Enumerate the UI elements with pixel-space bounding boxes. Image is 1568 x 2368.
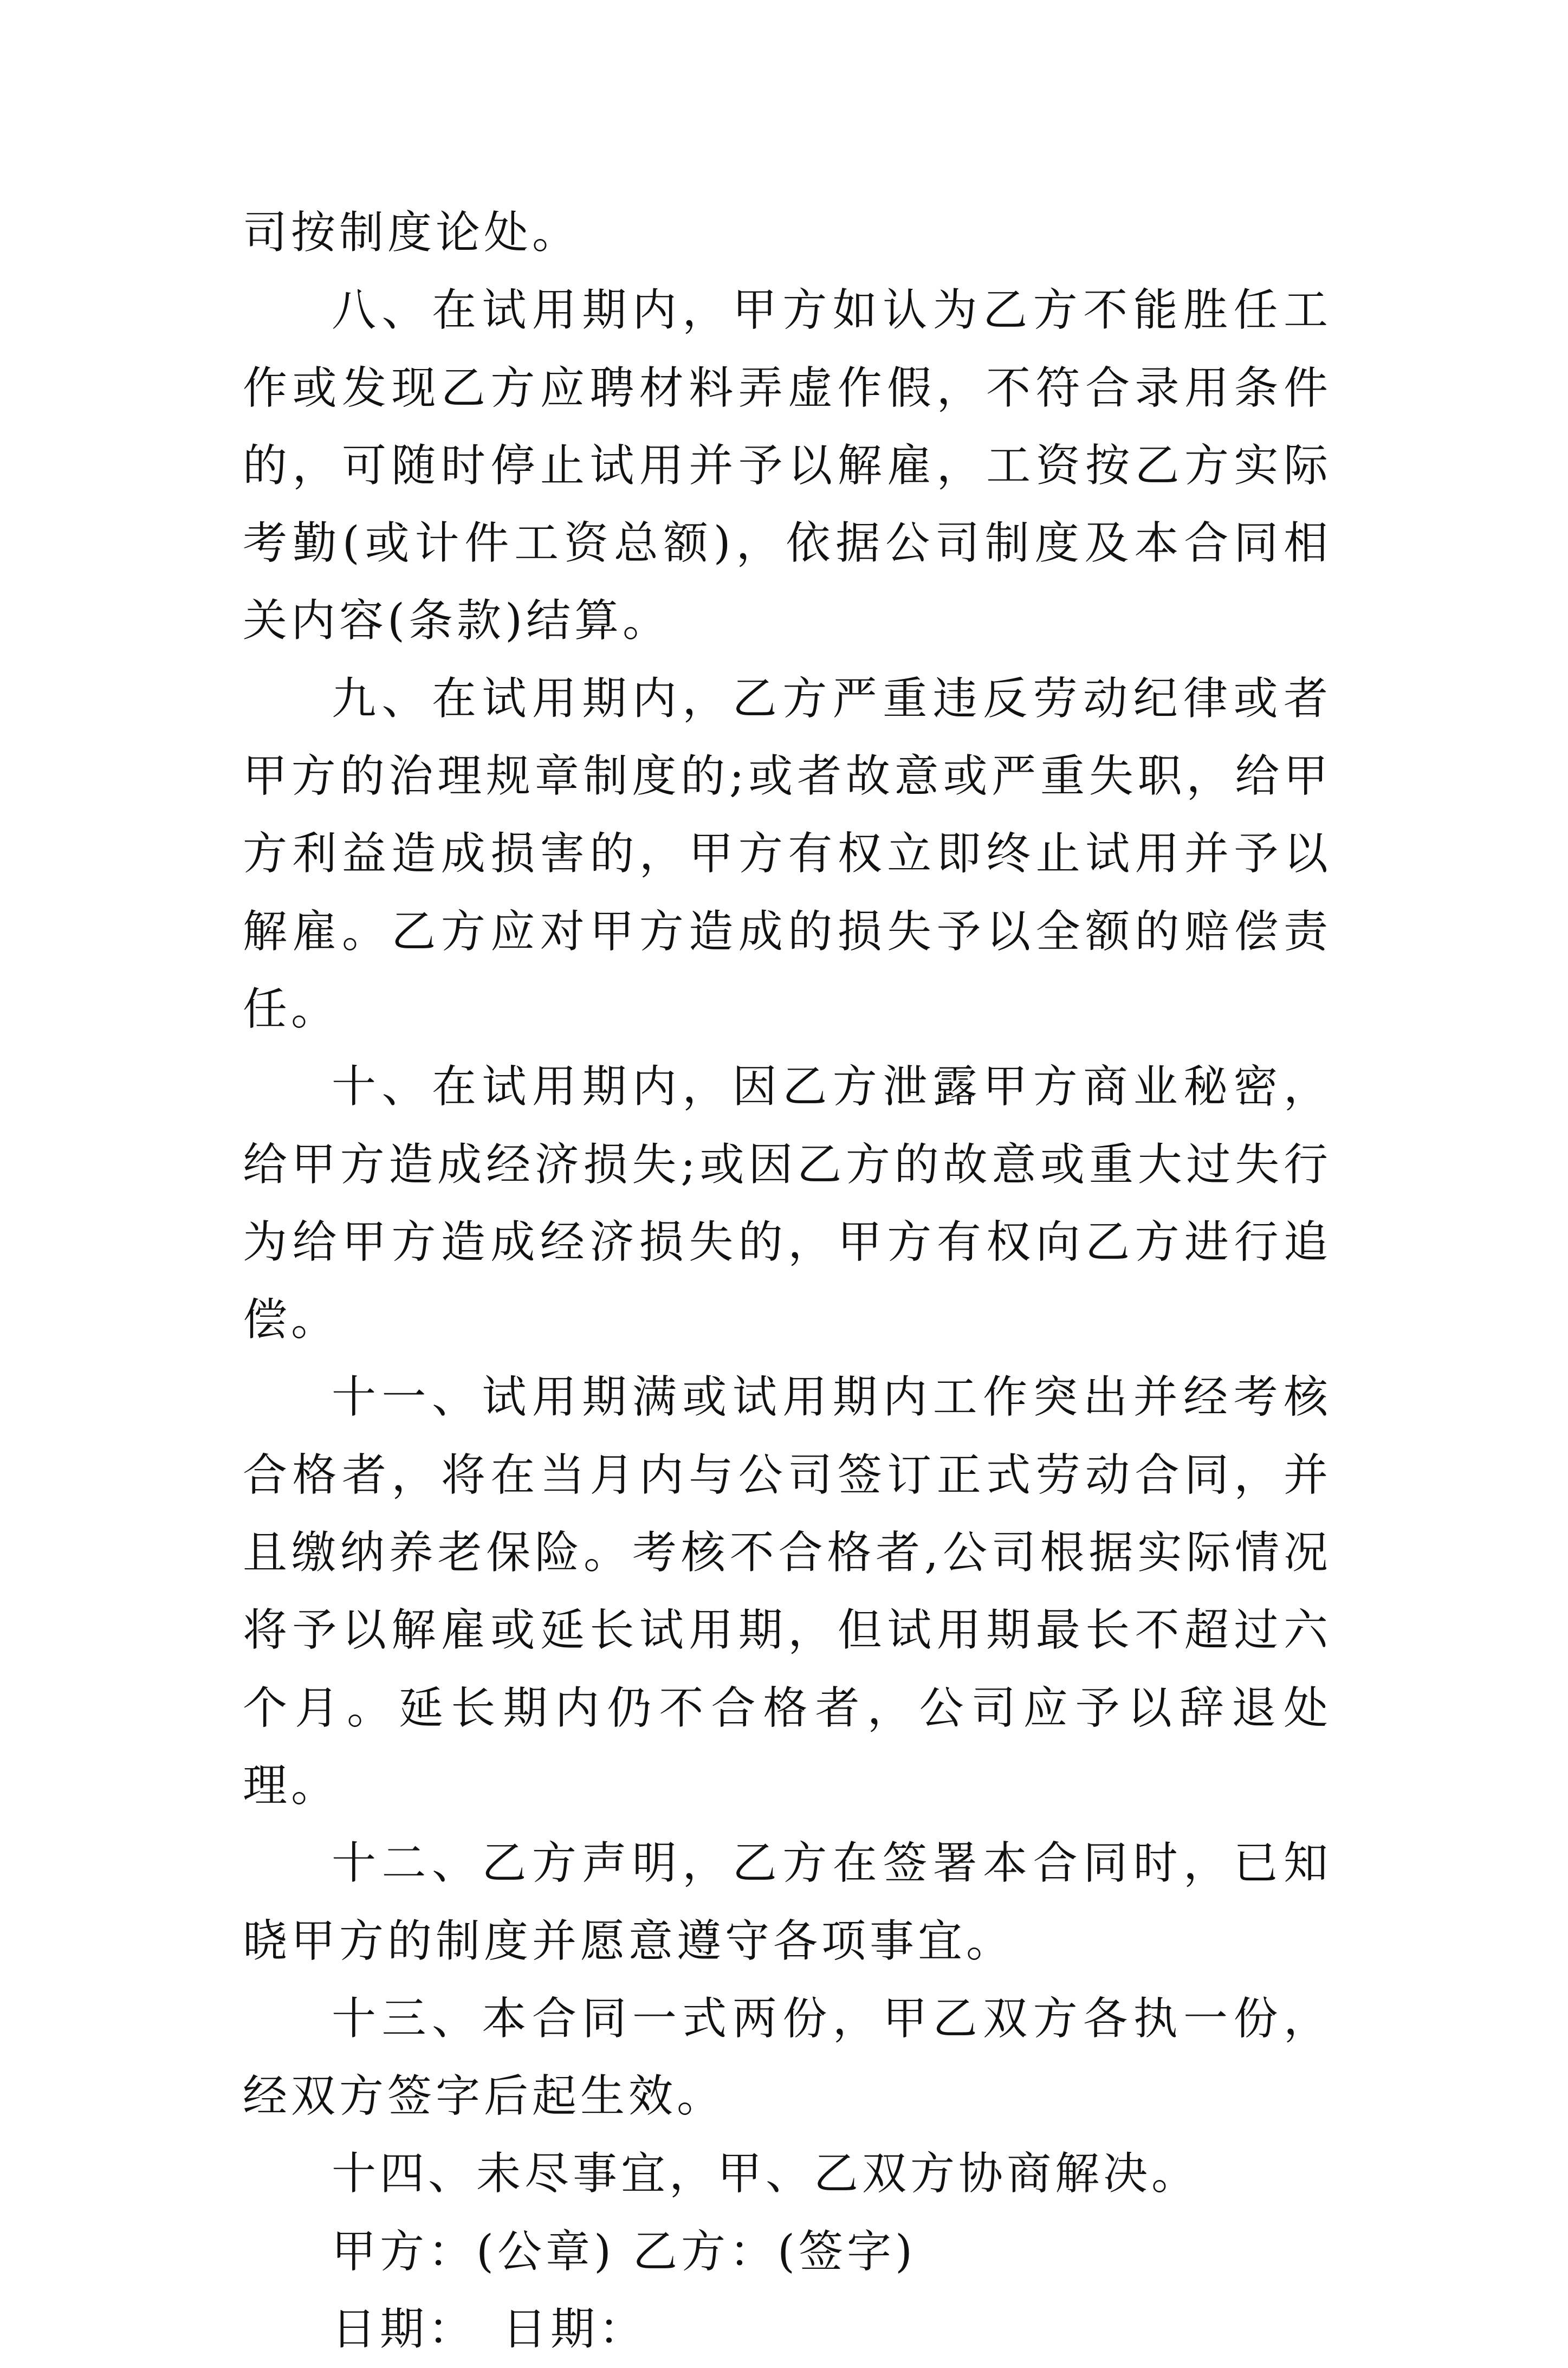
clause-14: 十四、未尽事宜，甲、乙双方协商解决。: [332, 2148, 1200, 2200]
document-body: [243, 194, 1332, 2368]
clause-9: 九、在试用期内，乙方严重违反劳动纪律或者甲方的治理规章制度的;或者故意或严重失职，给甲方利益造成损害的，甲方有权立即终止试用并予以解雇。乙方应对甲方造成的损失予以全额的赔偿责任。: [243, 672, 1332, 1035]
clause-10: 十、在试用期内，因乙方泄露甲方商业秘密，给甲方造成经济损失;或因乙方的故意或重大过失行为给甲方造成经济损失的，甲方有权向乙方进行追偿。: [243, 1061, 1332, 1346]
clause-13: 十三、本合同一式两份，甲乙双方各执一份，经双方签字后起生效。: [243, 1992, 1332, 2123]
date-line: 日期： 日期：: [332, 2304, 647, 2356]
clause-11: 十一、试用期满或试用期内工作突出并经考核合格者，将在当月内与公司签订正式劳动合同，并且缴纳养老保险。考核不合格者,公司根据实际情况将予以解雇或延长试用期，但试用期最长不超过六个月。延长期内仍不合格者，公司应予以辞退处理。: [243, 1371, 1332, 1811]
clause-12: 十二、乙方声明，乙方在签署本合同时，已知晓甲方的制度并愿意遵守各项事宜。: [243, 1838, 1332, 1967]
paragraph-continuation: 司按制度论处。: [243, 207, 581, 258]
clause-8: 八、在试用期内，甲方如认为乙方不能胜任工作或发现乙方应聘材料弄虚作假，不符合录用条件的，可随时停止试用并予以解雇，工资按乙方实际考勤(或计件工资总额)，依据公司制度及本合同相关内容(条款)结算。: [243, 284, 1332, 647]
signature-line: 甲方：(公章) 乙方：(签字): [332, 2225, 917, 2278]
